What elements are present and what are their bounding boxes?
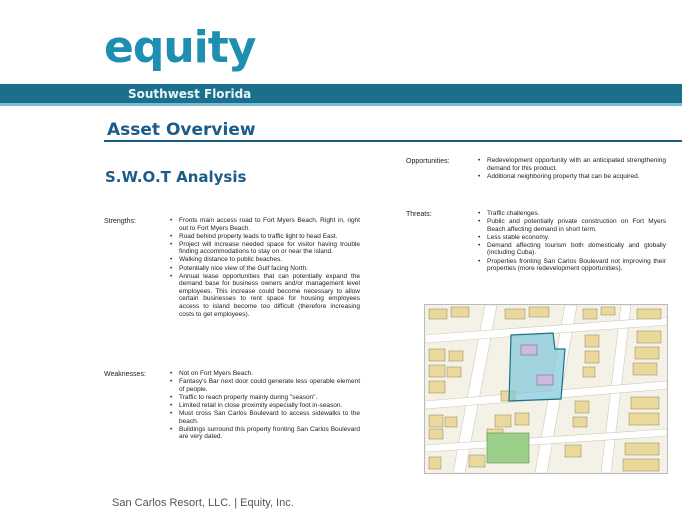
list-item: • Fantasy's Bar next door could generate less operable element of people. [170,378,360,393]
list-item: • Additional neighboring property that can be acquired. [478,173,666,181]
list-item: • Demand affecting tourism both domestically and globally (including Cuba). [478,242,666,257]
swot-title: S.W.O.T Analysis [105,168,247,186]
list-item: • Public and potentially private construction on Fort Myers Beach affecting demand in short term. [478,218,666,233]
list-item: • Project will increase needed space for visitor having trouble finding accommodations to stay on or near the island. [170,241,360,256]
parcel-map [424,304,668,474]
weaknesses-label: Weaknesses: [104,371,146,378]
list-item: • Buildings surround this property fronting San Carlos Boulevard are very dated. [170,426,360,441]
list-item: • Redevelopment opportunity with an anticipated strengthening demand for this product. [478,157,666,172]
weaknesses-list [170,370,360,441]
list-item: • Road behind property leads to traffic light to head East. [170,233,360,241]
region-label: Southwest Florida [128,87,252,101]
header-banner [0,84,682,106]
opportunities-list [478,157,666,181]
opportunities-label: Opportunities: [406,158,450,165]
list-item: • Potentially nice view of the Gulf facing North. [170,265,360,273]
strengths-list [170,217,360,319]
list-item: • Limited retail in close proximity especially foot in-season. [170,402,360,410]
page-title: Asset Overview [107,120,256,140]
list-item: • Properties fronting San Carlos Boulevard not improving their properties (more redevelopment opportunities). [478,258,666,273]
parcel-map-graphic [425,305,667,473]
list-item: • Fronts main access road to Fort Myers Beach. Right in, right out to Fort Myers Beach. [170,217,360,232]
threats-list [478,210,666,273]
list-item: • Annual lease opportunities that can potentially expand the demand base for business owners and/or management level employees. This increase could become necessary to allow certain businesses to rent space for housing employees access to island become too difficult (therefore increasing costs to get employees). [170,273,360,319]
title-divider [104,140,682,142]
list-item: • Must cross San Carlos Boulevard to access sidewalks to the beach. [170,410,360,425]
list-item: • Traffic to reach property mainly during "season". [170,394,360,402]
list-item: • Less stable economy. [478,234,666,242]
strengths-label: Strengths: [104,218,136,225]
equity-logo: equity [104,22,256,73]
banner-stripe [0,103,682,106]
threats-label: Threats: [406,211,432,218]
footer-text: San Carlos Resort, LLC. | Equity, Inc. [112,497,294,509]
list-item: • Walking distance to public beaches. [170,256,360,264]
list-item: • Traffic challenges. [478,210,666,218]
list-item: • Not on Fort Myers Beach. [170,370,360,378]
